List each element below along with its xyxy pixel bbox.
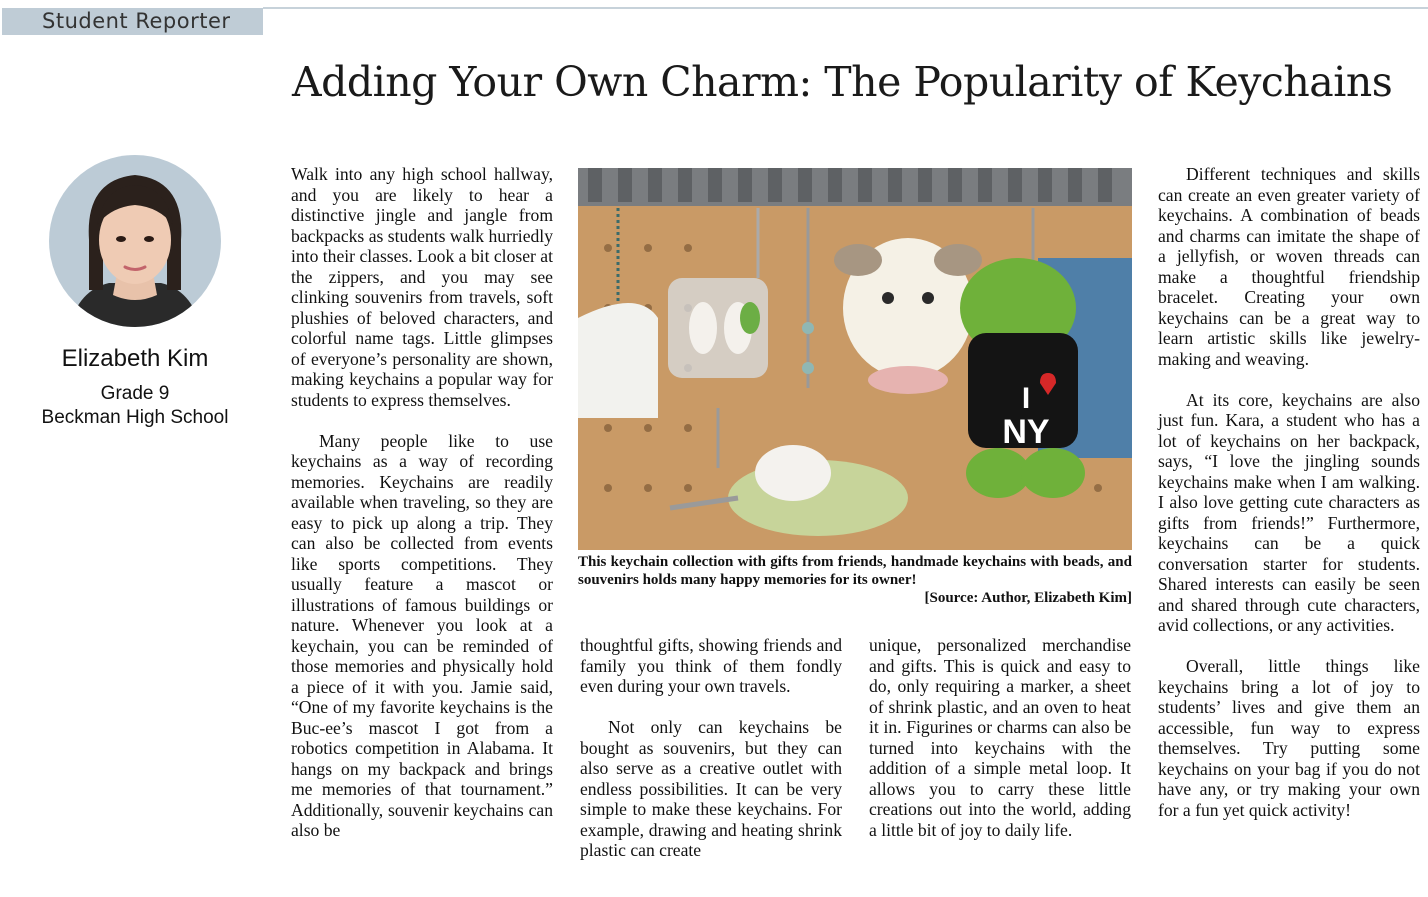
- author-school: Beckman High School: [41, 407, 229, 428]
- paragraph: Different techniques and skills can create an even greater variety of keychains. A combination of beads and charms can imitate the shape of a jellyfish, or woven threads can make a thoughtful friendship bracelet. Creating your own keychains can be a great way to learn artistic skills like jewelry-making and weaving.: [1158, 164, 1420, 369]
- article-column-1: [291, 164, 553, 841]
- section-tag: Student Reporter: [2, 8, 263, 35]
- shirt-text-ny: NY: [1002, 413, 1050, 451]
- paragraph: At its core, keychains are also just fun. Kara, a student who has a lot of keychains on her backpack, says, “I love the jingling sounds keychains make when I am walking. I also love getting cute characters as gifts from friends!” Furthermore, keychains can be a quick conversation starter for students. Shared interests can easily be seen and shared through cute characters, avid collections, or any activities.: [1158, 389, 1420, 635]
- article-column-4: [1158, 164, 1420, 820]
- article-column-3: [869, 635, 1131, 840]
- article-headline: Adding Your Own Charm: The Popularity of Keychains: [292, 58, 1393, 106]
- paragraph: Not only can keychains be bought as souvenirs, but they can also serve as a creative outlet with endless possibilities. It can be very simple to make these keychains. For example, drawing and heating shrink plastic can create: [580, 717, 842, 860]
- header-rule: [263, 7, 1428, 9]
- paragraph: unique, personalized merchandise and gifts. This is quick and easy to do, only requiring a marker, a sheet of shrink plastic, and an oven to heat it in. Figurines or charms can also be turned into keychains with the addition of a simple metal loop. It allows you to carry these little creations out into the world, adding a little bit of joy to daily life.: [869, 635, 1131, 840]
- paragraph: Overall, little things like keychains bring a lot of joy to students’ lives and give them an accessible, fun way to express themselves. Try putting some keychains on your bag if you do not have any, or try making your own for a fun yet quick activity!: [1158, 656, 1420, 820]
- paragraph: thoughtful gifts, showing friends and family you think of them fondly even during your own travels.: [580, 635, 842, 696]
- author-grade: Grade 9: [100, 383, 170, 404]
- paragraph: Many people like to use keychains as a way of recording memories. Keychains are readily available when traveling, so they are easy to pick up along a trip. They can also be collected from events like sports competitions. They usually feature a mascot or illustrations of famous buildings or nature. Whenever you look at a keychain, you can be reminded of those memories and physically hold a piece of it with you. Jamie said, “One of my favorite keychains is the Buc-ee’s mascot I got from a robotics competition in Alabama. It hangs on my backpack and brings me memories of that tournament.” Additionally, souvenir keychains can also be: [291, 430, 553, 840]
- author-avatar: [49, 155, 221, 327]
- paragraph: Walk into any high school hallway, and you are likely to hear a distinctive jingle and jangle from backpacks as students walk hurriedly into their classes. Look a bit closer at the zippers, and you may see clinking souvenirs from travels, soft plushies of beloved characters, and colorful name tags. Little glimpses of everyone’s personality are shown, making keychains a popular way for students to express themselves.: [291, 164, 553, 410]
- keychain-photo: [578, 168, 1132, 550]
- author-name: Elizabeth Kim: [61, 345, 209, 372]
- article-column-2: [580, 635, 842, 861]
- photo-source: [Source: Author, Elizabeth Kim]: [924, 590, 1132, 606]
- shirt-text-i: I: [1021, 382, 1031, 415]
- photo-caption: This keychain collection with gifts from friends, handmade keychains with beads, and souvenirs holds many happy memories for its owner!: [578, 554, 1132, 588]
